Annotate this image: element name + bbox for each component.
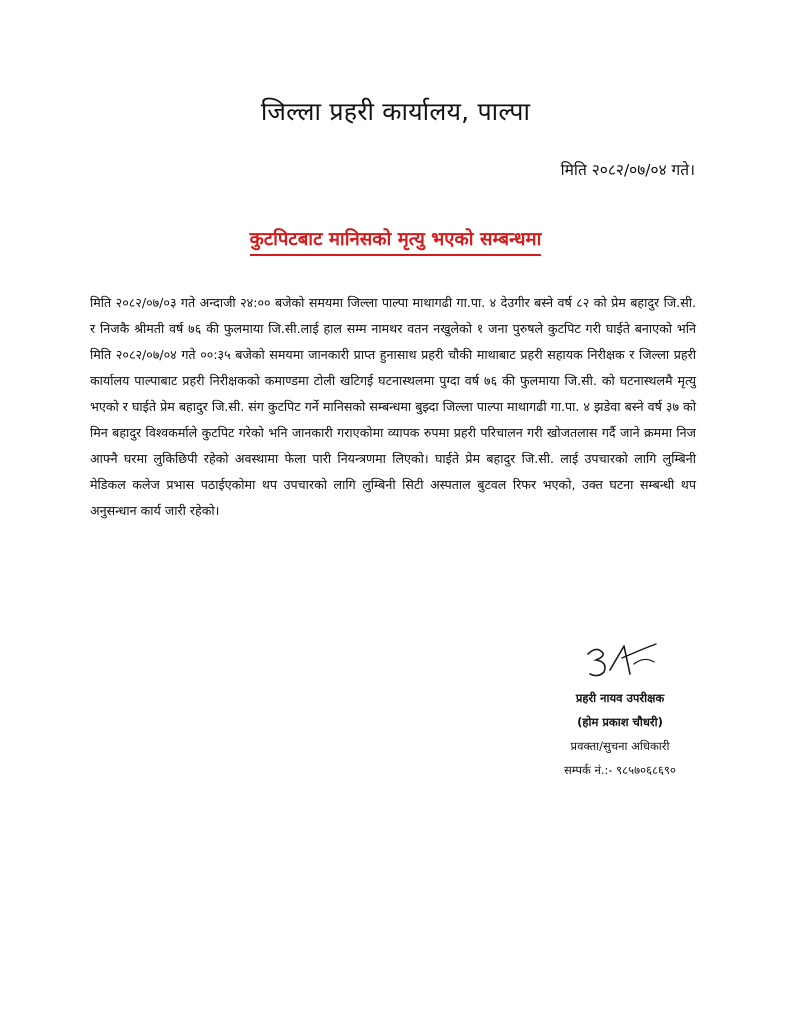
signature-scribble bbox=[582, 640, 662, 682]
signatory-name: (होम प्रकाश चौधरी) bbox=[577, 715, 663, 729]
signatory-designation: प्रहरी नायव उपरीक्षक bbox=[575, 691, 665, 705]
signatory-role: प्रवक्ता/सुचना अधिकारी bbox=[570, 739, 670, 753]
signatory-contact: सम्पर्क नं.:- ९८५७०६८६९० bbox=[564, 763, 676, 777]
body-paragraph: मिति २०८२/०७/०३ गते अन्दाजी २४:०० बजेको समयमा जिल्ला पाल्पा माथागढी गा.पा. ४ देउगीर बस्ने वर्ष ८२ को प्रेम बहादुर जि.सी. र निजकै श्रीमती वर्ष ७६ की फुलमाया जि.सी.लाई हाल सम्म नामथर वतन नखुलेको १ जना पुरुषले कुटपिट गरी घाईते बनाएको भनि मिति २०८२/०७/०४ गते ००:३५ बजेको समयमा जानकारी प्राप्त हुनासाथ प्रहरी चौकी माथाबाट प्रहरी सहायक निरीक्षक र जिल्ला प्रहरी कार्यालय पाल्पाबाट प्रहरी निरीक्षकको कमाण्डमा टोली खटिगई घटनास्थलमा पुग्दा वर्ष ७६ की फुलमाया जि.सी. को घटनास्थलमै मृत्यु भएको र घाईते प्रेम बहादुर जि.सी. संग कुटपिट गर्ने मानिसको सम्बन्धमा बुझ्दा जिल्ला पाल्पा माथागढी गा.पा. ४ झडेवा बस्ने वर्ष ३७ को मिन बहादुर विश्वकर्माले कुटपिट गरेको भनि जानकारी गराएकोमा व्यापक रुपमा प्रहरी परिचालन गरी खोजतलास गर्दै जाने क्रममा निज आफ्नै घरमा लुकिछिपी रहेको अवस्थामा फेला पारी नियन्त्रणमा लिएको। घाईते प्रेम बहादुर जि.सी. लाई उपचारको लागि लुम्बिनी मेडिकल कलेज प्रभास पठाईएकोमा थप उपचारको लागि लुम्बिनी सिटी अस्पताल बुटवल रिफर भएको, उक्त घटना सम्बन्धी थप अनुसन्धान कार्य जारी रहेको। bbox=[90, 295, 696, 518]
subject-heading-wrap bbox=[0, 228, 791, 256]
release-date: मिति २०८२/०७/०४ गते। bbox=[560, 161, 695, 179]
office-title: जिल्ला प्रहरी कार्यालय, पाल्पा bbox=[260, 97, 531, 126]
subject-heading: कुटपिटबाट मानिसको मृत्यु भएको सम्बन्धमा bbox=[250, 228, 542, 256]
signatory-block bbox=[520, 686, 720, 782]
